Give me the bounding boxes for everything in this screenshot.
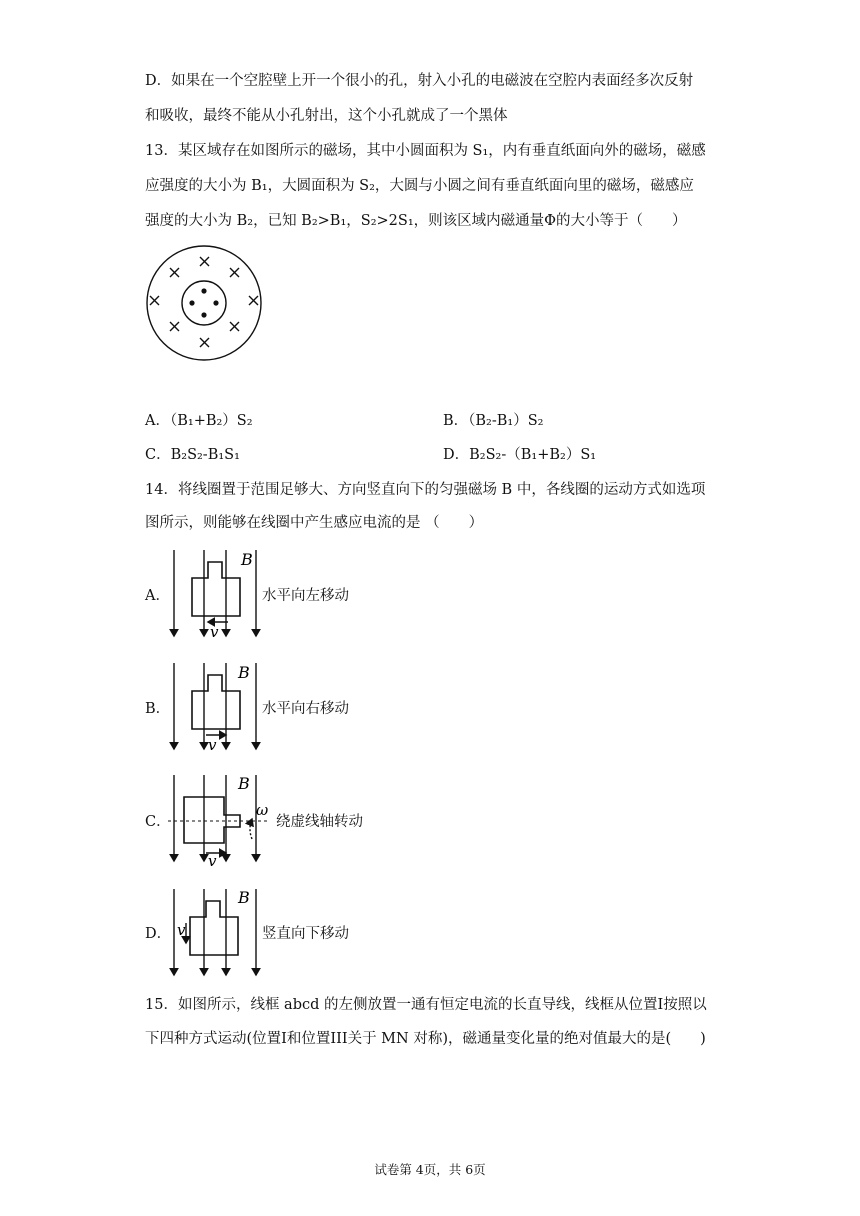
q15-stem-line2: 下四种方式运动(位置I和位置III关于 MN 对称)，磁通量变化量的绝对值最大的是( ) xyxy=(145,1031,706,1047)
q14-option-c-caption: 绕虚线轴转动 xyxy=(276,814,363,830)
velocity-v-label: v xyxy=(210,623,219,640)
q13-option-b[interactable]: B．（B₂-B₁）S₂ xyxy=(443,413,544,429)
small-circle xyxy=(182,281,226,325)
q14-option-b-label[interactable]: B． xyxy=(145,701,171,717)
q14-option-c-label[interactable]: C． xyxy=(145,814,171,830)
field-b-label: B xyxy=(238,663,250,682)
q13-option-a[interactable]: A．（B₁+B₂）S₂ xyxy=(145,413,253,429)
q15-stem-line1: 15．如图所示，线框 abcd 的左侧放置一通有恒定电流的长直导线，线框从位置I按照以 xyxy=(145,997,707,1013)
q13-option-d[interactable]: D．B₂S₂-（B₁+B₂）S₁ xyxy=(443,447,597,463)
q14-option-c-figure xyxy=(168,773,268,867)
q14-option-d-caption: 竖直向下移动 xyxy=(262,926,349,942)
q14-option-d-figure xyxy=(168,887,263,979)
q14-option-a-figure xyxy=(168,548,263,640)
page-footer: 试卷第 4页，共 6页 xyxy=(374,1162,486,1177)
field-b-label: B xyxy=(238,888,250,907)
q12-option-d-line2: 和吸收，最终不能从小孔射出，这个小孔就成了一个黑体 xyxy=(145,108,508,124)
q13-stem-line2: 应强度的大小为 B₁，大圆面积为 S₂，大圆与小圆之间有垂直纸面向里的磁场，磁感应 xyxy=(145,178,694,194)
q12-option-d-line1: D．如果在一个空腔壁上开一个很小的孔，射入小孔的电磁波在空腔内表面经多次反射 xyxy=(145,73,694,89)
q14-option-b-figure xyxy=(168,661,263,753)
velocity-v-label: v xyxy=(208,736,217,753)
velocity-v-label: v xyxy=(177,921,186,939)
q13-stem-line3: 强度的大小为 B₂，已知 B₂>B₁，S₂>2S₁，则该区域内磁通量Φ的大小等于（ ） xyxy=(145,213,687,229)
field-out-of-page-dots xyxy=(189,288,218,317)
q14-stem-line1: 14．将线圈置于范围足够大、方向竖直向下的匀强磁场 B 中，各线圈的运动方式如选项 xyxy=(145,482,706,498)
field-into-page-crosses xyxy=(150,257,258,347)
q14-option-a-caption: 水平向左移动 xyxy=(262,588,349,604)
q14-option-b-caption: 水平向右移动 xyxy=(262,701,349,717)
field-b-label: B xyxy=(241,550,253,569)
velocity-v-label: v xyxy=(208,852,217,867)
q14-option-d-label[interactable]: D． xyxy=(145,926,172,942)
q13-stem-line1: 13．某区域存在如图所示的磁场，其中小圆面积为 S₁，内有垂直纸面向外的磁场，磁感 xyxy=(145,143,706,159)
q14-option-a-label[interactable]: A． xyxy=(145,588,170,604)
omega-label: ω xyxy=(256,801,268,819)
q13-option-c[interactable]: C．B₂S₂-B₁S₁ xyxy=(145,447,240,463)
field-b-label: B xyxy=(238,774,250,793)
q13-magnetic-field-figure xyxy=(144,244,266,364)
q14-stem-line2: 图所示，则能够在线圈中产生感应电流的是 （ ） xyxy=(145,515,484,531)
